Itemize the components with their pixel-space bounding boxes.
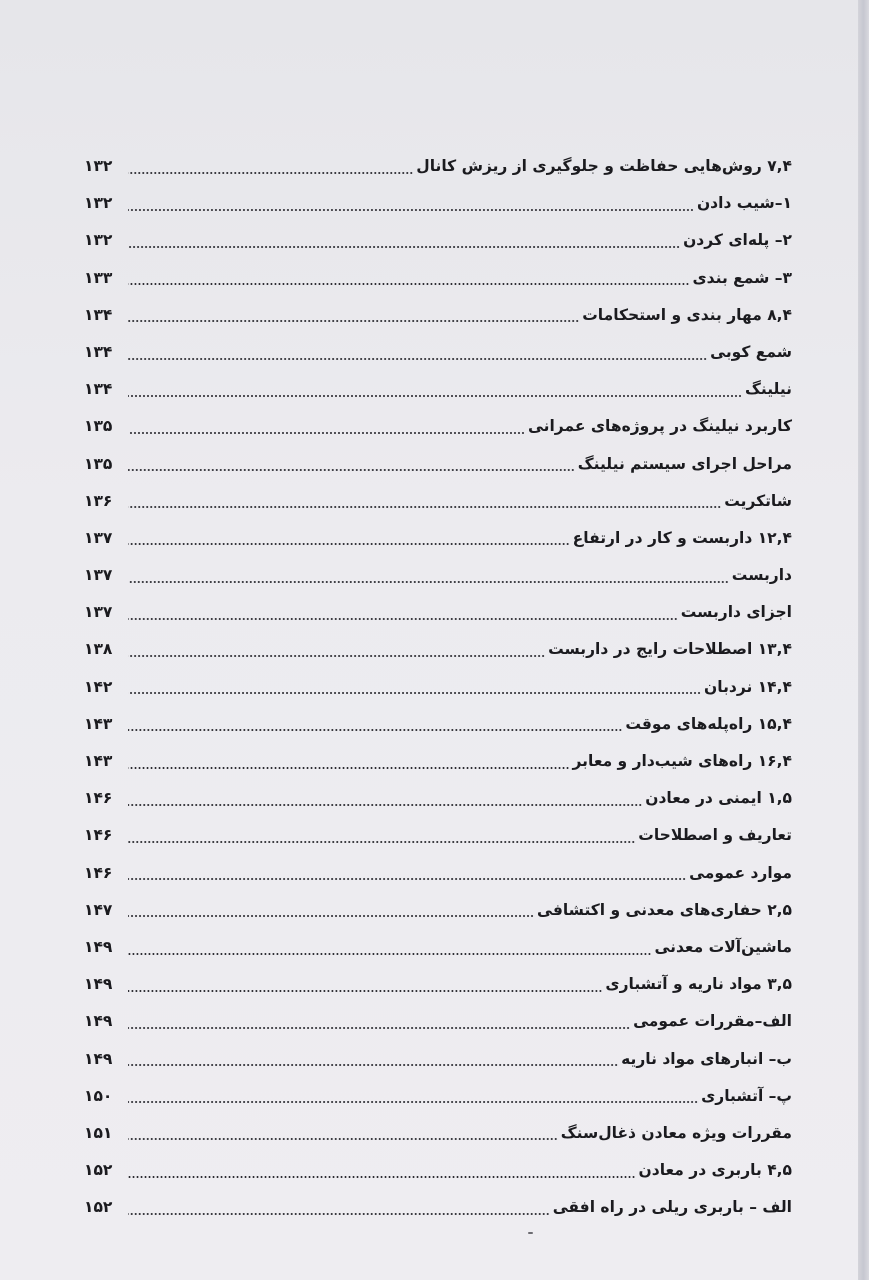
toc-entry [84,706,792,743]
toc-entry-title: ۱۴,۴ نردبان [704,677,792,696]
toc-dot-leader [128,729,622,731]
toc-dot-leader [128,506,721,508]
toc-entry-title: مراحل اجرای سیستم نیلینگ [577,454,792,473]
toc-dot-leader [128,581,729,583]
toc-entry [84,222,792,259]
toc-entry [84,1041,792,1078]
toc-entry-title: اجزای داربست [680,603,792,622]
toc-entry-page: ۱۳۴ [84,305,113,324]
toc-dot-leader [128,1101,698,1103]
toc-entry [84,185,792,222]
toc-entry [84,1115,792,1152]
toc-entry-title: ۱۲,۴ داربست و کار در ارتفاع [572,528,792,547]
toc-entry [84,557,792,594]
toc-entry-page: ۱۳۸ [84,640,113,659]
toc-dot-leader [128,432,525,434]
toc-entry-title: شاتکریت [724,491,792,510]
page-footer-mark [528,1232,533,1234]
toc-entry-page: ۱۴۹ [84,1049,113,1068]
toc-entry [84,855,792,892]
toc-entry-title: کاربرد نیلینگ در پروژه‌های عمرانی [527,417,792,436]
toc-dot-leader [128,915,534,917]
toc-dot-leader [128,209,694,211]
toc-dot-leader [128,283,689,285]
toc-entry-page: ۱۴۳ [84,752,113,770]
toc-entry-page: ۱۴۷ [84,900,113,919]
toc-entry-title: ۳,۵ مواد ناریه و آتشباری [605,975,792,994]
toc-entry-title: تعاریف و اصطلاحات [638,826,792,845]
toc-entry-page: ۱۵۱ [84,1123,113,1142]
toc-entry [84,334,792,371]
toc-entry [84,260,792,297]
toc-dot-leader [128,1138,558,1140]
toc-dot-leader [128,953,651,955]
toc-dot-leader [128,692,701,694]
toc-entry-page: ۱۳۵ [84,417,113,436]
toc-entry-page: ۱۳۴ [84,342,113,361]
toc-entry-title: ۱۵,۴ راه‌پله‌های موقت [625,714,792,733]
toc-entry-title: موارد عمومی [689,863,792,882]
toc-entry-title: ب– انبارهای مواد ناریه [621,1049,792,1068]
toc-entry-title: ۳– شمع بندی [692,268,792,287]
toc-entry [84,408,792,445]
toc-entry-title: ماشین‌آلات معدنی [654,937,792,956]
toc-entry-title: ۱۳,۴ اصطلاحات رایج در داربست [548,640,792,659]
toc-dot-leader [128,358,707,360]
toc-dot-leader [128,804,642,806]
toc-entry-title: ۷,۴ روش‌هایی حفاظت و جلوگیری از ریزش کانال [416,157,792,175]
toc-entry [84,1078,792,1115]
toc-dot-leader [128,841,635,843]
toc-entry-title: ۲– پله‌ای کردن [683,231,792,250]
toc-entry-title: ۸,۴ مهار بندی و استحکامات [582,305,792,324]
toc-dot-leader [128,1213,550,1215]
toc-entry-title: ۱–شیب دادن [696,194,792,213]
toc-entry-page: ۱۳۲ [84,194,113,213]
toc-entry [84,669,792,706]
page-edge [858,0,869,1280]
toc-dot-leader [128,655,545,657]
toc-entry [84,371,792,408]
toc-entry-title: نیلینگ [745,380,792,399]
toc-entry-title: ۱۶,۴ راه‌های شیب‌دار و معابر [572,752,792,770]
toc-entry-title: الف – باربری ریلی در راه افقی [552,1198,792,1217]
toc-entry [84,148,792,185]
toc-entry-title: الف–مقررات عمومی [633,1012,792,1031]
toc-entry [84,1003,792,1040]
toc-entry-title: مقررات ویژه معادن ذغال‌سنگ [560,1123,792,1142]
toc-entry-page: ۱۴۶ [84,826,113,845]
toc-entry-page: ۱۴۶ [84,863,113,882]
toc-dot-leader [128,395,742,397]
toc-entry [84,743,792,780]
toc-entry-title: شمع کوبی [710,342,792,361]
toc-dot-leader [128,990,602,992]
toc-dot-leader [128,618,678,620]
toc-entry-title: پ– آتشباری [701,1086,792,1105]
toc-entry-title: ۴,۵ باربری در معادن [638,1161,792,1180]
toc-dot-leader [128,320,579,322]
toc-entry-page: ۱۵۲ [84,1161,113,1180]
toc-entry-page: ۱۳۳ [84,268,113,287]
toc-entry-page: ۱۴۹ [84,1012,113,1031]
toc-entry-page: ۱۴۲ [84,677,113,696]
toc-dot-leader [128,172,413,174]
toc-dot-leader [128,246,680,248]
toc-entry-page: ۱۳۷ [84,528,113,547]
toc-entry-title: ۱,۵ ایمنی در معادن [645,789,792,808]
toc-entry-page: ۱۳۷ [84,603,113,622]
toc-entry [84,483,792,520]
toc-entry-page: ۱۳۲ [84,231,113,250]
toc-entry [84,780,792,817]
toc-entry-page: ۱۳۷ [84,566,113,585]
table-of-contents [84,148,792,1226]
toc-entry-page: ۱۳۴ [84,380,113,399]
toc-entry [84,520,792,557]
toc-entry [84,446,792,483]
toc-entry-page: ۱۳۶ [84,491,113,510]
toc-entry-title: ۲,۵ حفاری‌های معدنی و اکتشافی [537,900,792,919]
toc-entry [84,1189,792,1226]
toc-entry [84,297,792,334]
toc-entry [84,817,792,854]
toc-dot-leader [128,878,686,880]
toc-entry-page: ۱۴۹ [84,937,113,956]
toc-entry-page: ۱۳۵ [84,454,113,473]
toc-entry [84,929,792,966]
toc-entry-page: ۱۵۲ [84,1198,113,1217]
toc-dot-leader [128,767,570,769]
toc-entry-title: داربست [731,566,792,585]
toc-dot-leader [128,1176,636,1178]
toc-entry [84,594,792,631]
toc-entry-page: ۱۴۶ [84,789,113,808]
toc-entry [84,1152,792,1189]
toc-dot-leader [128,1027,630,1029]
toc-entry [84,966,792,1003]
toc-entry-page: ۱۴۳ [84,714,113,733]
toc-dot-leader [128,469,575,471]
toc-entry-page: ۱۳۲ [84,157,113,175]
toc-entry-page: ۱۵۰ [84,1086,113,1105]
toc-dot-leader [128,543,570,545]
toc-entry [84,892,792,929]
toc-entry-page: ۱۴۹ [84,975,113,994]
toc-dot-leader [128,1064,618,1066]
toc-entry [84,631,792,668]
